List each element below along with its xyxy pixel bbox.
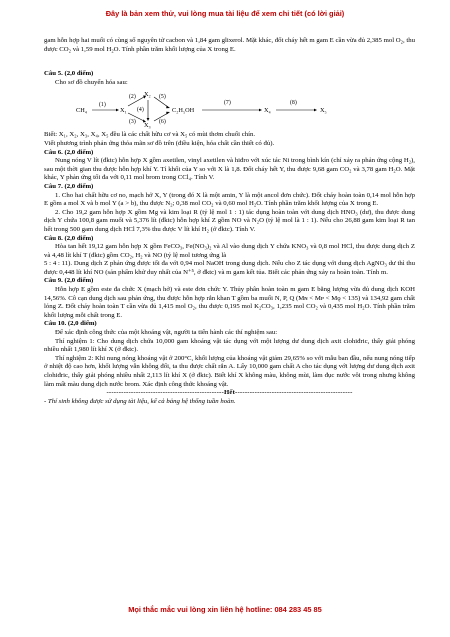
question-8-body-1: Hòa tan hết 19,12 gam hỗn hợp X gồm FeCO₃, Fe(NO₃)₂ và Al vào dung dịch Y chứa KNO₃ và 0,8 mol HCl, thu được dung dịch Z và 4,48 lít khí T (đktc) gồm CO₂, H₂ và NO (tỷ lệ mol tương ứng là bbox=[44, 243, 415, 259]
question-10-lead: Để xác định công thức của một khoáng vật, người ta tiến hành các thí nghiệm sau: bbox=[55, 329, 278, 337]
end-marker: ------------------------------------------------Hết------------------------------------------------ bbox=[106, 389, 353, 397]
question-8-title: Câu 8. (2,0 điểm) bbox=[44, 234, 94, 242]
question-6-body: Nung nóng V lít (đktc) hỗn hợp X gồm axetilen, vinyl axetilen và hiđro với xúc tác Ni trong bình kín (chỉ xảy ra phản ứng cộng H₂), sau một thời gian thu được hỗn hợp khí Y. Tỉ khối của Y so với X là 1,8. Đốt cháy hết Y, thu được 9,68 gam CO₂ và 3,78 gam H₂O. Mặt khác, Y phản ứng tối đa với 0,11 mol brom trong CCl₄. Tính V. bbox=[44, 157, 415, 182]
question-10-experiment-2: Thí nghiệm 2: Khi nung nóng khoáng vật ở 200°C, khối lượng của khoáng vật giảm 29,65% so với mẫu ban đầu, nếu nung nóng tiếp ở nhiệt độ cao hơn, khối lượng vẫn không đổi, ta thu được chất rắn A. Lấy 10,000 gam chất A cho tác dụng với lượng dư dung dịch axit clohiđric, thấy giải phóng nhiều nhất 2,113 lít khí X (ở đktc). Biết khí X không màu, không mùi, làm đục nước vôi trong nhưng không làm mất màu dung dịch nước brom. Xác định công thức khoáng vật. bbox=[44, 354, 415, 388]
intro-paragraph: gam hỗn hợp hai muối có cùng số nguyên tử cacbon và 1,84 gam glixerol. Mặt khác, đốt cháy hết m gam E cần vừa đủ 2,385 mol O₂, thu được CO₂ và 1,59 mol H₂O. Tính phần trăm khối lượng của X trong E. bbox=[44, 37, 415, 53]
question-7-title: Câu 7. (2,0 điểm) bbox=[44, 182, 94, 190]
step-6-label: (6) bbox=[159, 119, 166, 126]
step-4-label: (4) bbox=[137, 107, 144, 114]
question-7-part-2: 2. Cho 19,2 gam hỗn hợp X gồm Mg và kim loại R (tỷ lệ mol 1 : 1) tác dụng hoàn toàn với dung dịch HNO₃ (dư), thu được dung dịch Y chứa 100,8 gam muối và 5,376 lít (đktc) hỗn hợp khí Z gồm NO và N₂O (tỷ lệ mol là 1 : 1). Nếu cho 26,88 gam kim loại R tan hết trong 500 gam dung dịch HCl 7,3% thu được V lít khí H₂ (ở đktc). Tính V. bbox=[44, 208, 415, 233]
node-c2h5oh: C₂H₅OH bbox=[172, 107, 195, 115]
question-5-task: Viết phương trình phản ứng thỏa mãn sơ đồ trên (điều kiện, hóa chất cần thiết có đủ). bbox=[44, 139, 275, 147]
question-8-body-2: 5 : 4 : 11). Dung dịch Z phản ứng được tối đa với 0,94 mol NaOH trong dung dịch. Nếu cho Z tác dụng với dung dịch AgNO₃ dư thì thu được 0,448 lít khí NO (sản phẩm khử duy nhất của N⁺⁵, ở đktc) và m gam kết tủa. Biết các phản ứng xảy ra hoàn toàn. Tính m. bbox=[44, 260, 415, 276]
hotline-banner: Mọi thắc mắc vui lòng xin liên hệ hotline: 084 283 45 85 bbox=[128, 605, 322, 614]
question-9-body: Hỗn hợp E gồm este đa chức X (mạch hở) và este đơn chức Y. Thủy phân hoàn toàn m gam E bằng lượng vừa đủ dung dịch KOH 14,56%. Cô cạn dung dịch sau phản ứng, thu được hỗn hợp rắn khan T gồm ba muối N, P, Q (Mɴ < Mᴘ < Mǫ < 135) và 134,92 gam chất lỏng Z. Đốt cháy hoàn toàn T cần vừa đủ 1,415 mol O₂, thu được 0,195 mol K₂CO₃, 1,235 mol CO₂ và 0,435 mol H₂O. Tính phần trăm khối lượng mỗi chất trong E. bbox=[44, 286, 415, 319]
step-2-label: (2) bbox=[129, 94, 136, 101]
question-6-title: Câu 6. (2,0 điểm) bbox=[44, 148, 94, 156]
node-x1: X₁ bbox=[120, 107, 127, 115]
step-5-label: (5) bbox=[159, 94, 166, 101]
node-ch4: CH₄ bbox=[76, 107, 87, 115]
node-x4: X₄ bbox=[264, 107, 271, 115]
question-5-title: Câu 5. (2,0 điểm) bbox=[44, 70, 94, 78]
question-7-part-1: 1. Cho hai chất hữu cơ no, mạch hở X, Y (trong đó X là một amin, Y là một ancol đơn chức). Đốt cháy hoàn toàn 0,14 mol hỗn hợp E gồm a mol X và b mol Y (a > b), thu được N₂; 0,38 mol CO₂ và 0,60 mol H₂O. Tính phần trăm khối lượng của X trong E. bbox=[44, 191, 415, 208]
question-10-title: Câu 10. (2,0 điểm) bbox=[44, 320, 97, 328]
step-1-label: (1) bbox=[99, 102, 106, 109]
step-8-label: (8) bbox=[290, 100, 297, 107]
node-x2: X₂ bbox=[144, 91, 151, 99]
step-3-label: (3) bbox=[129, 119, 136, 126]
node-x5: X₅ bbox=[320, 107, 327, 115]
diagram-arrows bbox=[44, 91, 415, 129]
question-5-note: Biết: X₁, X₂, X₃, X₄, X₅ đều là các chất hữu cơ và X₅ có mùi thơm chuối chín. bbox=[44, 131, 256, 139]
exam-rule-note: - Thí sinh không được sử dụng tài liệu, kể cả bảng hệ thống tuần hoàn. bbox=[44, 397, 236, 405]
preview-banner: Đây là bản xem thử, vui lòng mua tài liệu để xem chi tiết (có lời giải) bbox=[105, 9, 345, 18]
conversion-diagram bbox=[44, 91, 415, 129]
question-9-title: Câu 9. (2,0 điểm) bbox=[44, 277, 94, 285]
node-x3: X₃ bbox=[144, 122, 151, 130]
question-5-lead: Cho sơ đồ chuyển hóa sau: bbox=[55, 78, 128, 86]
step-7-label: (7) bbox=[224, 100, 231, 107]
document-body bbox=[44, 37, 415, 406]
question-10-experiment-1: Thí nghiệm 1: Cho dung dịch chứa 10,000 gam khoáng vật tác dụng với một lượng dư dung dịch axit clohiđric, thấy giải phóng nhiều nhất 1,980 lít khí X (ở đktc). bbox=[44, 337, 415, 354]
